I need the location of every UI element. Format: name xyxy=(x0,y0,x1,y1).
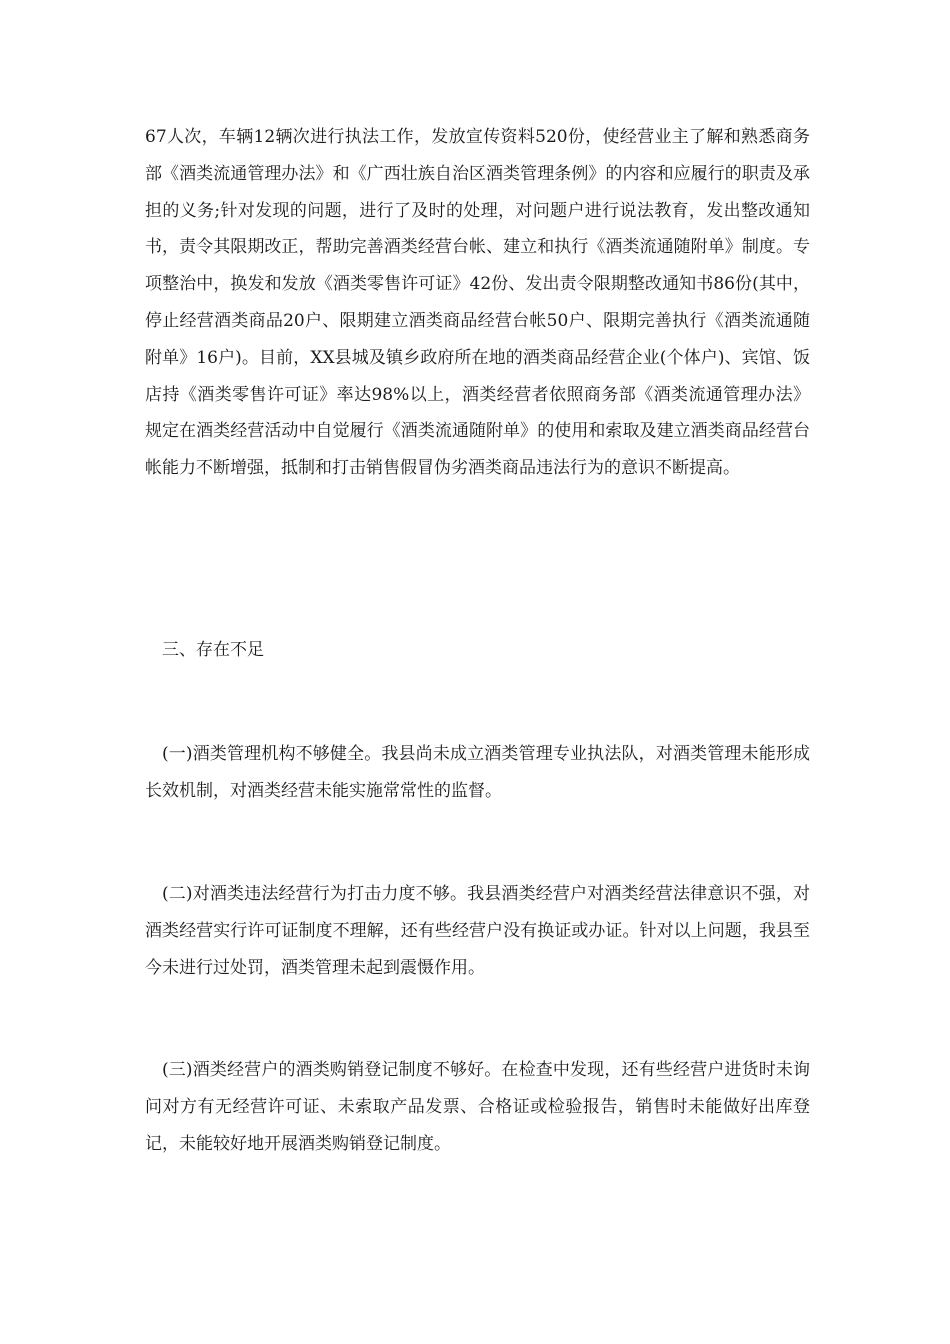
section-heading: 三、存在不足 xyxy=(162,640,264,660)
list-item-2: (二)对酒类违法经营行为打击力度不够。我县酒类经营户对酒类经营法律意识不强，对酒类经营实行许可证制度不理解，还有些经营户没有换证或办证。针对以上问题，我县至今未进行过处罚，酒类管理未起到震慑作用。 xyxy=(145,884,810,978)
body-paragraph: 67人次，车辆12辆次进行执法工作，发放宣传资料520份，使经营业主了解和熟悉商务部《酒类流通管理办法》和《广西壮族自治区酒类管理条例》的内容和应履行的职责及承担的义务;针对发现的问题，进行了及时的处理，对问题户进行说法教育，发出整改通知书，责令其限期改正，帮助完善酒类经营台帐、建立和执行《酒类流通随附单》制度。专项整治中，换发和发放《酒类零售许可证》42份、发出责令限期整改通知书86份(其中，停止经营酒类商品20户、限期建立酒类商品经营台帐50户、限期完善执行《酒类流通随附单》16户)。目前，XX县城及镇乡政府所在地的酒类商品经营企业(个体户)、宾馆、饭店持《酒类零售许可证》率达98%以上，酒类经营者依照商务部《酒类流通管理办法》规定在酒类经营活动中自觉履行《酒类流通随附单》的使用和索取及建立酒类商品经营台帐能力不断增强，抵制和打击销售假冒伪劣酒类商品违法行为的意识不断提高。 xyxy=(145,127,810,479)
list-item-3: (三)酒类经营户的酒类购销登记制度不够好。在检查中发现，还有些经营户进货时未询问对方有无经营许可证、未索取产品发票、合格证或检验报告，销售时未能做好出库登记，未能较好地开展酒类购销登记制度。 xyxy=(145,1060,810,1154)
list-item-1: (一)酒类管理机构不够健全。我县尚未成立酒类管理专业执法队，对酒类管理未能形成长效机制，对酒类经营未能实施常常性的监督。 xyxy=(145,744,810,801)
